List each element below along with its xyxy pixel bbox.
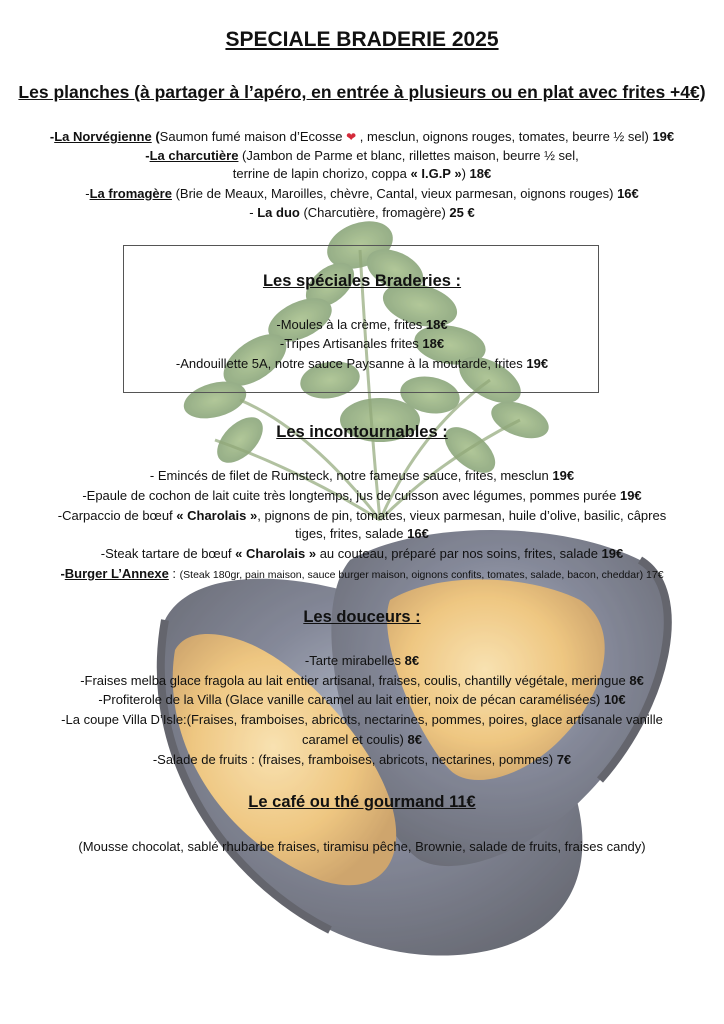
item-price: 19€ <box>526 356 549 371</box>
item-price: 18€ <box>425 317 448 332</box>
item-price: 18€ <box>422 336 445 351</box>
list-item: -Andouillette 5A, notre sauce Paysanne à la moutarde, frites 19€ <box>175 356 549 371</box>
list-item: -Epaule de cochon de lait cuite très longtemps, jus de cuisson avec légumes, pommes purée 19€ <box>82 488 642 503</box>
list-item: -Steak tartare de bœuf « Charolais » au couteau, préparé par nos soins, frites, salade 19€ <box>100 546 624 561</box>
item-fromagere: -La fromagère (Brie de Meaux, Maroilles, chèvre, Cantal, vieux parmesan, oignons rouges) 16€ <box>85 186 639 201</box>
list-item: -Burger L’Annexe : (Steak 180gr, pain maison, sauce burger maison, oignons confits, tomates, salade, bacon, cheddar) 17€ <box>60 566 664 581</box>
item-price: 19€ <box>552 468 575 483</box>
item-price: 19€ <box>619 488 642 503</box>
item-norvegienne: -La Norvégienne (Saumon fumé maison d’Ecosse ❤ , mesclun, oignons rouges, tomates, beurre ½ sel) 19€ <box>49 129 675 144</box>
item-charcutiere: -La charcutière (Jambon de Parme et blanc, rillettes maison, beurre ½ sel, <box>145 148 579 163</box>
list-item: - Emincés de filet de Rumsteck, notre fameuse sauce, frites, mesclun 19€ <box>149 468 575 483</box>
list-item-cont: caramel et coulis) 8€ <box>302 732 422 747</box>
list-item: -Fraises melba glace fragola au lait entier artisanal, fraises, coulis, chantilly végétale, meringue 8€ <box>80 673 644 688</box>
section-heading-douceurs: Les douceurs : <box>303 608 421 626</box>
list-item: -Moules à la crème, frites 18€ <box>276 317 448 332</box>
list-item: -Carpaccio de bœuf « Charolais », pignons de pin, tomates, vieux parmesan, huile d’olive, basilic, câpres <box>57 508 667 523</box>
uk-flag-icon: ❤ <box>346 130 357 144</box>
item-name: La Norvégienne <box>54 129 152 144</box>
item-name: La fromagère <box>89 186 172 201</box>
item-price: 16€ <box>617 186 639 201</box>
item-price: 19€ <box>601 546 624 561</box>
item-price: 16€ <box>407 526 429 541</box>
section-heading-incontournables: Les incontournables : <box>276 423 448 441</box>
item-name: La charcutière <box>149 148 239 163</box>
cafe-description: (Mousse chocolat, sablé rhubarbe fraises, tiramisu pêche, Brownie, salade de fruits, fraises candy) <box>78 839 646 854</box>
item-price: 8€ <box>407 732 422 747</box>
item-price: 8€ <box>404 653 420 668</box>
item-name: Burger L’Annexe <box>64 566 169 581</box>
item-price: 8€ <box>629 673 644 688</box>
menu-title: SPECIALE BRADERIE 2025 <box>225 28 499 51</box>
list-item: -Tarte mirabelles 8€ <box>304 653 420 668</box>
item-price: 18€ <box>469 166 492 181</box>
item-duo: - La duo (Charcutière, fromagère) 25 € <box>249 205 475 220</box>
item-price: 10€ <box>603 692 626 707</box>
list-item: -Salade de fruits : (fraises, framboises, abricots, nectarines, pommes) 7€ <box>152 752 572 767</box>
section-heading-cafe: Le café ou thé gourmand 11€ <box>248 793 476 811</box>
item-price: 7€ <box>556 752 572 767</box>
item-price: 17€ <box>646 569 664 581</box>
list-item: -Tripes Artisanales frites 18€ <box>279 336 445 351</box>
item-name: La duo <box>257 205 300 220</box>
item-price: 19€ <box>652 129 675 144</box>
section-heading-speciales: Les spéciales Braderies : <box>262 272 462 290</box>
list-item: -Profiterole de la Villa (Glace vanille caramel au lait entier, noix de pécan caramélisées) 10€ <box>98 692 626 707</box>
list-item: -La coupe Villa D’Isle:(Fraises, framboises, abricots, nectarines, pommes, poires, glace artisanale vanille <box>61 712 663 727</box>
item-charcutiere-cont: terrine de lapin chorizo, coppa « I.G.P ») 18€ <box>232 166 492 181</box>
section-heading-planches: Les planches (à partager à l’apéro, en entrée à plusieurs ou en plat avec frites +4€) <box>18 82 706 102</box>
list-item-cont: tiges, frites, salade 16€ <box>295 526 429 541</box>
item-price: 25 € <box>449 205 475 220</box>
